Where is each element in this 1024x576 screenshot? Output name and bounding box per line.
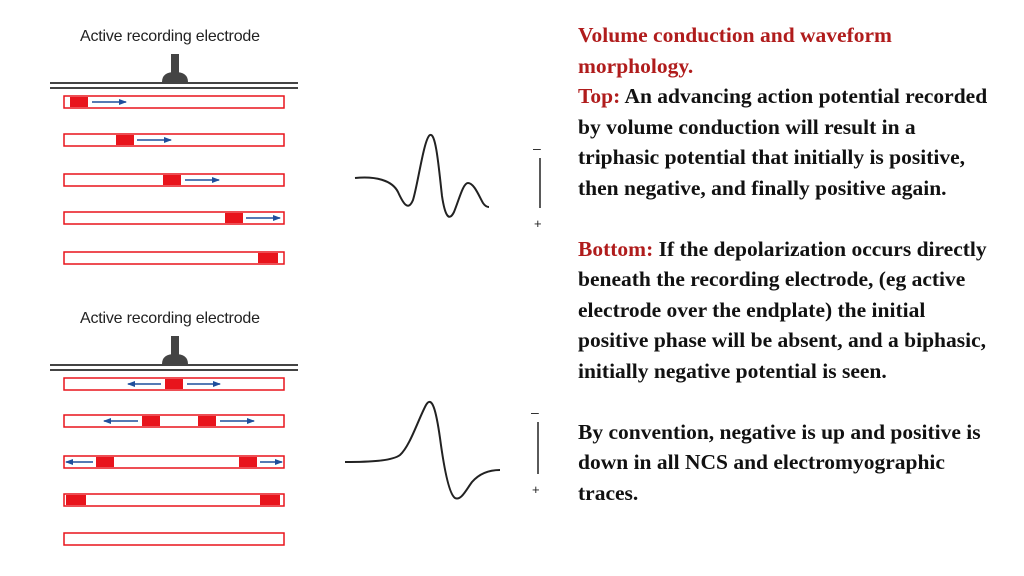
top-fiber-2: [64, 134, 284, 146]
top-minus-sign: –: [533, 140, 541, 156]
bottom-body: If the depolarization occurs directly beneath the recording electrode, (eg active electrode over the endplate) the initial positive phase will be absent, and a biphasic, initially negative potential is seen.: [578, 236, 987, 383]
bottom-fiber-4: [64, 494, 284, 506]
bottom-minus-sign: –: [531, 404, 539, 420]
bottom-electrode-label: Active recording electrode: [80, 310, 260, 327]
caption-bottom: [578, 234, 998, 387]
bottom-fiber-2: [64, 415, 284, 427]
top-fibers: [64, 96, 284, 264]
top-label: Top:: [578, 84, 621, 109]
bottom-polarity-scale: [531, 404, 540, 497]
bottom-fibers: [64, 378, 284, 545]
bottom-fiber-1: [64, 378, 284, 390]
bottom-electrode: [50, 336, 298, 370]
biphasic-waveform: [345, 402, 500, 499]
triphasic-waveform: [355, 135, 489, 217]
caption-convention: By convention, negative is up and positive is down in all NCS and electromyographic traces.: [578, 419, 981, 505]
bottom-fiber-3: [64, 456, 284, 468]
caption-text: [578, 20, 998, 508]
top-fiber-4: [64, 212, 284, 224]
top-plus-sign: +: [534, 216, 542, 231]
caption-title: Volume conduction and waveform morphology.: [578, 23, 892, 78]
top-fiber-5: [64, 252, 284, 264]
caption-top: [578, 81, 998, 203]
bottom-fiber-5: [64, 533, 284, 545]
top-polarity-scale: [533, 140, 542, 231]
top-fiber-1: [64, 96, 284, 108]
bottom-plus-sign: +: [532, 482, 540, 497]
top-fiber-3: [64, 174, 284, 186]
bottom-label: Bottom:: [578, 236, 654, 261]
top-electrode: [50, 54, 298, 88]
top-body: An advancing action potential recorded by volume conduction will result in a triphasic potential that initially is positive, then negative, and finally positive again.: [578, 84, 988, 200]
top-electrode-label: Active recording electrode: [80, 28, 260, 45]
